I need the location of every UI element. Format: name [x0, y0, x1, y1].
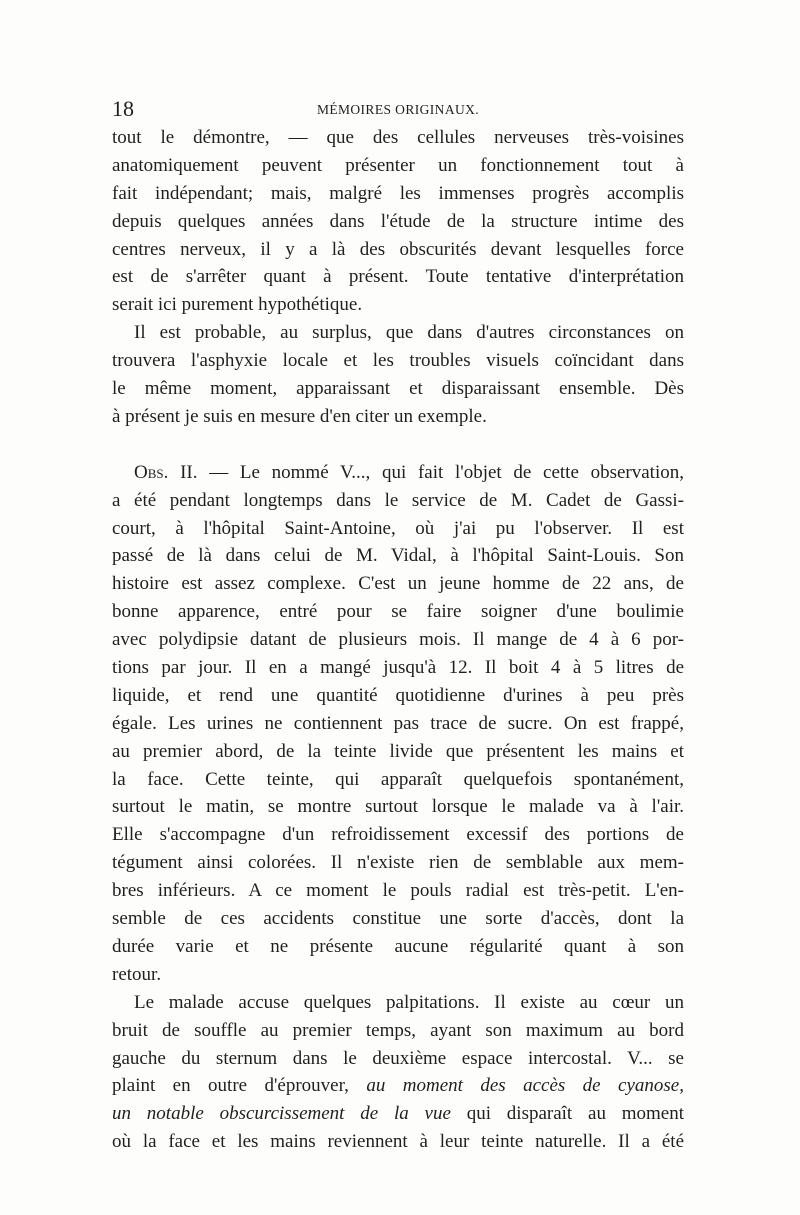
text-line: bres inférieurs. A ce moment le pouls radial est très-petit. L'en-	[112, 880, 684, 902]
observation-intro: — Le nommé V..., qui fait l'objet de cette observation,	[197, 461, 684, 483]
text-line	[112, 1072, 684, 1100]
text-line: égale. Les urines ne contiennent pas trace de sucre. On est frappé,	[112, 712, 684, 734]
text-line: semble de ces accidents constitue une sorte d'accès, dont la	[112, 908, 684, 930]
paragraph-continuation	[112, 124, 684, 319]
text-line: tégument ainsi colorées. Il n'existe rien de semblable aux mem-	[112, 852, 684, 874]
text-line: tout le démontre, — que des cellules nerveuses très-voisines	[112, 127, 684, 148]
running-title: MÉMOIRES ORIGINAUX.	[316, 102, 480, 117]
text-line: anatomiquement peuvent présenter un fonctionnement tout à	[112, 154, 684, 176]
text-line: bruit de souffle au premier temps, ayant son maximum au bord	[112, 1019, 684, 1041]
text-line: passé de là dans celui de M. Vidal, à l'hôpital Saint-Louis. Son	[112, 545, 684, 567]
text-line: à présent je suis en mesure d'en citer un exemple.	[112, 405, 487, 427]
text-line: Il est probable, au surplus, que dans d'autres circonstances on	[134, 322, 684, 344]
text-line: trouvera l'asphyxie locale et les troubles visuels coïncidant dans	[112, 350, 684, 372]
observation-label: Obs. II.	[134, 461, 198, 483]
italic-text: au moment des accès de cyanose,	[366, 1075, 684, 1097]
text-line: avec polydipsie datant de plusieurs mois. Il mange de 4 à 6 por-	[112, 629, 684, 651]
paragraph-palpitations	[112, 989, 684, 1156]
text-line: surtout le matin, se montre surtout lorsque le malade va à l'air.	[112, 796, 684, 818]
text-line: serait ici purement hypothétique.	[112, 294, 363, 316]
text-line: depuis quelques années dans l'étude de la structure intime des	[112, 210, 684, 232]
text-line: histoire est assez complexe. C'est un jeune homme de 22 ans, de	[112, 573, 684, 595]
body-text	[112, 124, 684, 1156]
text-line: tions par jour. Il en a mangé jusqu'à 12. Il boit 4 à 5 litres de	[112, 657, 684, 679]
paragraph-gap	[112, 431, 684, 459]
text-line: bonne apparence, entré pour se faire soigner d'une boulimie	[112, 601, 684, 623]
text-line: Elle s'accompagne d'un refroidissement excessif des portions de	[112, 824, 684, 846]
observation-ii	[112, 459, 684, 989]
text-line: le même moment, apparaissant et disparaissant ensemble. Dès	[112, 378, 684, 400]
page-number: 18	[112, 96, 134, 121]
text-line: où la face et les mains reviennent à leur teinte naturelle. Il a été	[112, 1131, 684, 1153]
text-line: au premier abord, de la teinte livide que présentent les mains et	[112, 740, 684, 762]
running-head	[112, 97, 684, 121]
paragraph-probable	[112, 319, 684, 431]
text-line: court, à l'hôpital Saint-Antoine, où j'ai pu l'observer. Il est	[112, 517, 684, 539]
text-line	[112, 459, 684, 487]
text-line: est de s'arrêter quant à présent. Toute tentative d'interprétation	[112, 266, 684, 288]
text-line: la face. Cette teinte, qui apparaît quelquefois spontanément,	[112, 768, 684, 790]
italic-text: un notable obscurcissement de la vue	[112, 1103, 451, 1125]
text-span: qui disparaît au moment	[450, 1103, 684, 1125]
text-line: durée varie et ne présente aucune régularité quant à son	[112, 935, 684, 957]
text-line: a été pendant longtemps dans le service de M. Cadet de Gassi-	[112, 489, 684, 511]
text-line: fait indépendant; mais, malgré les immenses progrès accomplis	[112, 182, 684, 204]
text-line: retour.	[112, 963, 162, 985]
text-line: liquide, et rend une quantité quotidienne d'urines à peu près	[112, 684, 684, 706]
text-line	[112, 1100, 684, 1128]
text-line: centres nerveux, il y a là des obscurités devant lesquelles force	[112, 238, 684, 260]
text-line: Le malade accuse quelques palpitations. Il existe au cœur un	[134, 991, 684, 1013]
text-line: gauche du sternum dans le deuxième espace intercostal. V... se	[112, 1047, 684, 1069]
text-span: plaint en outre d'éprouver,	[112, 1075, 367, 1097]
